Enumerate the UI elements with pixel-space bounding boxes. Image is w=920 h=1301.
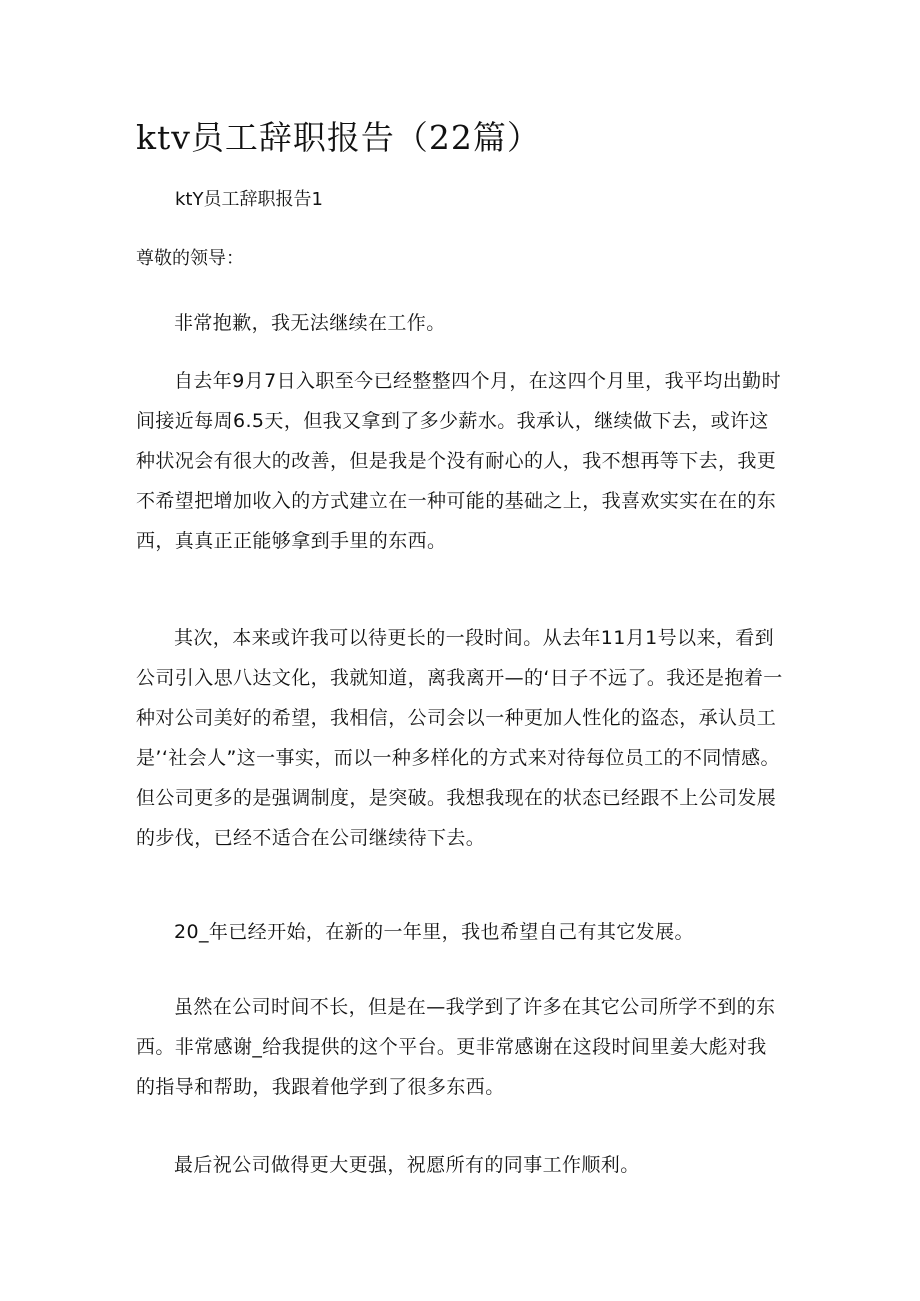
paragraph-apology: 非常抱歉，我无法继续在工作。 <box>174 312 446 334</box>
paragraph-new-year: 20_年已经开始，在新的一年里，我也希望自己有其它发展。 <box>174 921 694 943</box>
paragraph-wishes: 最后祝公司做得更大更强，祝愿所有的同事工作顺利。 <box>174 1154 640 1176</box>
salutation: 尊敬的领导： <box>136 248 244 269</box>
document-title: ktv员工辞职报告（22篇） <box>136 118 541 157</box>
section-heading: ktY员工辞职报告1 <box>175 189 323 210</box>
paragraph-salary: 自去年9月7日入职至今已经整整四个月，在这四个月里，我平均出勤时间接近每周6.5天，但我又拿到了多少薪水。我承认，继续做下去，或许这种状况会有很大的改善，但是我是个没有耐心的人，我不想再等下去，我更不希望把增加收入的方式建立在一种可能的基础之上，我喜欢实实在在的东西，真真正正能够拿到手里的东西。 <box>136 370 781 552</box>
paragraph-thanks: 虽然在公司时间不长，但是在—我学到了许多在其它公司所学不到的东西。非常感谢_给我提供的这个平台。更非常感谢在这段时间里姜大彪对我的指导和帮助，我跟着他学到了很多东西。 <box>136 996 776 1098</box>
paragraph-culture: 其次，本来或许我可以待更长的一段时间。从去年11月1号以来，看到公司引入思八达文化，我就知道，离我离开—的‘日子不远了。我还是抱着一种对公司美好的希望，我相信，公司会以一种更加人性化的盗态，承认员工是’‘社会人”这一事实，而以一种多样化的方式来对待每位员工的不同情感。但公司更多的是强调制度，是突破。我想我现在的状态已经跟不上公司发展的步伐，已经不适合在公司继续待下去。 <box>136 627 783 849</box>
